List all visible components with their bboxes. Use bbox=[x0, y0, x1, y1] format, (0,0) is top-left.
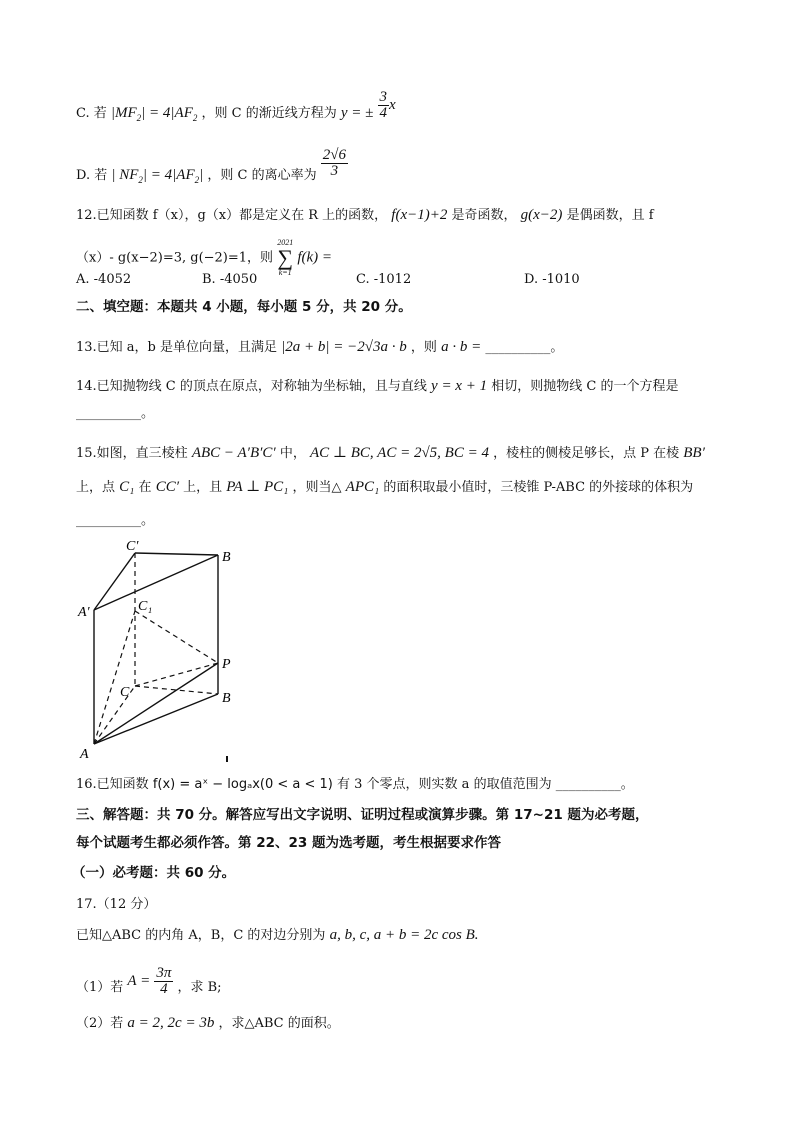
label-p: P bbox=[222, 657, 231, 672]
edge-a-c1 bbox=[94, 611, 135, 744]
q13: 13.已知 a，b 是单位向量，且满足 |2a + b| = −2√3a · b ，则 a · b = __________。 bbox=[76, 339, 564, 355]
edge-c1-p bbox=[135, 611, 218, 663]
q12-option-c: C. -1012 bbox=[356, 272, 412, 287]
q11-option-c: C. 若 $|MF_2| = 4|AF_2$ ，则 C 的渐近线方程为 y = ± $\frac{3}{4}$ x bbox=[76, 89, 396, 123]
q11-optc-condition: $|MF_2| = 4|AF_2$ bbox=[110, 105, 198, 123]
edge-a-p bbox=[94, 663, 218, 744]
sigma-symbol: ∑ bbox=[277, 245, 294, 270]
label-b-top: B bbox=[222, 550, 231, 565]
section3-line1: 三、解答题：共 70 分。解答应写出文字说明、证明过程或演算步骤。第 17~21 题为必考题， bbox=[76, 807, 649, 823]
q17-stem: 已知△ABC 的内角 A，B，C 的对边分别为 a, b, c, a + b = 2c cos B. bbox=[76, 927, 479, 943]
q15-line1: 15.如图，直三棱柱 ABC − A′B′C′ 中， AC ⊥ BC, AC = 2√5, BC = 4 ，棱柱的侧棱足够长，点 P 在棱 BB′ bbox=[76, 445, 705, 461]
q11-option-d: D. 若 | $NF_2| = 4|AF_2|$ ，则 C 的离心率为 $\frac{2√6}{3}$ bbox=[76, 147, 346, 185]
edge-ap-bt bbox=[94, 555, 218, 610]
q12-option-a: A. -4052 bbox=[76, 272, 132, 287]
q12-line2: （x）- g(x−2)=3, g(−2)=1，则 2021 ∑ k=1 f(k) = bbox=[76, 238, 333, 277]
edge-cp-bt bbox=[135, 553, 218, 555]
q12-line1: 12.已知函数 f（x），g（x）都是定义在 R 上的函数， f(x−1)+2 是奇函数， g(x−2) 是偶函数，且 f bbox=[76, 207, 654, 223]
q11-optc-fraction: $\frac{3}{4}$ bbox=[379, 89, 388, 121]
stray-tick-mark bbox=[226, 756, 228, 762]
section3-line3: （一）必考题：共 60 分。 bbox=[72, 865, 236, 881]
q12-option-b: B. -4050 bbox=[202, 272, 258, 287]
q12-summation: 2021 ∑ k=1 bbox=[277, 238, 294, 277]
section2-title: 二、填空题：本题共 4 小题，每小题 5 分，共 20 分。 bbox=[76, 299, 412, 315]
q11-optd-condition: | $NF_2| = 4|AF_2|$ bbox=[111, 167, 204, 185]
answer-blank: __________。 bbox=[485, 340, 564, 355]
q17-fraction: $\frac{3\pi}{4}$ bbox=[156, 965, 172, 997]
q12-option-d: D. -1010 bbox=[524, 272, 580, 287]
q17-number: 17.（12 分） bbox=[76, 897, 157, 912]
label-b: B bbox=[222, 691, 231, 706]
q17-part2: （2）若 a = 2, 2c = 3b ，求△ABC 的面积。 bbox=[76, 1015, 340, 1031]
edge-a-b bbox=[94, 694, 218, 744]
section3-line2: 每个试题考生都必须作答。第 22、23 题为选考题，考生根据要求作答 bbox=[76, 835, 501, 851]
answer-blank: __________。 bbox=[76, 406, 155, 421]
label-a: A bbox=[80, 747, 89, 762]
answer-blank: __________。 bbox=[76, 513, 155, 528]
q15-line2: 上，点 C₁ 在 CC′ 上，且 PA ⊥ PC₁ ，则当△ APC₁ 的面积取最小值时，三棱锥 P-ABC 的外接球的体积为 bbox=[76, 479, 694, 495]
prism-figure bbox=[70, 536, 250, 766]
q14-line1: 14.已知抛物线 C 的顶点在原点，对称轴为坐标轴，且与直线 y = x + 1 相切，则抛物线 C 的一个方程是 bbox=[76, 378, 679, 394]
q16: 16.已知函数 f(x) = aˣ − logₐx(0 < a < 1) 有 3 个零点，则实数 a 的取值范围为 __________。 bbox=[76, 777, 634, 792]
label-c: C bbox=[120, 685, 130, 700]
edge-c-p bbox=[135, 663, 218, 686]
q11-optd-fraction: $\frac{2√6}{3}$ bbox=[322, 147, 346, 179]
label-c1: C₁ bbox=[138, 599, 153, 614]
q17-part1: （1）若 A = $\frac{3\pi}{4}$ ，求 B; bbox=[76, 965, 222, 997]
answer-blank: __________。 bbox=[555, 777, 634, 792]
label-a-prime: A′ bbox=[78, 605, 90, 620]
label-c-prime: C′ bbox=[126, 539, 139, 554]
